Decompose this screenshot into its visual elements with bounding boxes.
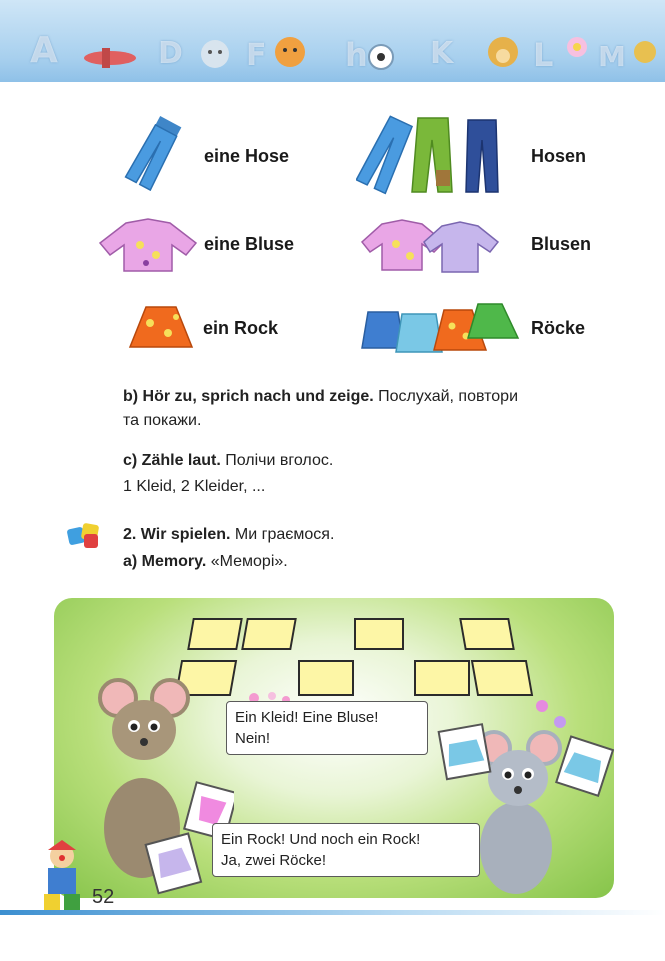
- flower-icon: [562, 32, 592, 62]
- memory-card: [354, 618, 404, 650]
- task-b-line: [123, 388, 518, 406]
- memory-card: [414, 660, 470, 696]
- banner-letter: M: [598, 40, 626, 73]
- banner-letter: D: [158, 36, 183, 71]
- vocab-singular: ein Rock: [203, 318, 279, 338]
- task-2a-line: [123, 553, 288, 571]
- clown-icon: [34, 840, 90, 914]
- task-b-text-continuation: та покажи.: [123, 412, 202, 429]
- vocab-singular: eine Hose: [204, 146, 290, 166]
- vocab-plural: Hosen: [531, 146, 587, 166]
- footer-bar: [0, 910, 665, 915]
- task-b-text: Послухай, повтори: [373, 388, 519, 405]
- speech-bubble-left: [226, 701, 428, 755]
- blouse-icon: [96, 215, 200, 275]
- memory-card: [471, 660, 533, 696]
- task-2-text: Ми граємося.: [230, 526, 335, 543]
- skirt-plural-icon: [360, 298, 520, 360]
- ball-icon: [366, 42, 396, 72]
- speech-line: Ein Kleid! Eine Bluse!: [235, 709, 379, 726]
- task-2a-bold: a) Memory.: [123, 553, 207, 570]
- memory-card: [298, 660, 354, 696]
- monkey-icon: [480, 30, 526, 74]
- fox-icon: [268, 28, 312, 74]
- task-2-bold: 2. Wir spielen.: [123, 526, 231, 543]
- vocab-singular: eine Bluse: [204, 234, 295, 254]
- mouse-icon: [630, 30, 660, 74]
- airplane-icon: [80, 44, 140, 70]
- speech-line: Ja, zwei Röcke!: [221, 852, 327, 869]
- banner-letter: F: [246, 38, 267, 73]
- memory-card: [459, 618, 515, 650]
- task-2a-text: «Меморі».: [206, 553, 288, 570]
- trousers-icon: [118, 115, 188, 191]
- task-c-line: [123, 452, 333, 470]
- skirt-icon: [126, 303, 196, 351]
- alphabet-banner: [0, 0, 665, 82]
- speech-line: Nein!: [235, 730, 271, 747]
- memory-card: [187, 618, 243, 650]
- vocab-plural: Blusen: [531, 234, 592, 254]
- cat-icon: [195, 32, 235, 72]
- page-number: 52: [92, 886, 115, 908]
- speech-bubble-right: [212, 823, 480, 877]
- trousers-plural-icon: [356, 112, 516, 196]
- game-cubes-icon: [66, 520, 104, 550]
- task-c-text: Полічи вголос.: [220, 452, 334, 469]
- speech-line: Ein Rock! Und noch ein Rock!: [221, 831, 421, 848]
- banner-letter: L: [533, 36, 554, 74]
- blouse-plural-icon: [360, 214, 500, 276]
- vocab-plural: Röcke: [531, 318, 586, 338]
- memory-card: [241, 618, 297, 650]
- task-b-bold: b) Hör zu, sprich nach und zeige.: [123, 388, 374, 405]
- task-c-bold: c) Zähle laut.: [123, 452, 221, 469]
- banner-letter: A: [30, 30, 58, 71]
- banner-letter: K: [430, 36, 454, 71]
- task-2-line: [123, 526, 334, 544]
- banner-letter: h: [345, 36, 368, 74]
- task-c-example: 1 Kleid, 2 Kleider, ...: [123, 478, 266, 495]
